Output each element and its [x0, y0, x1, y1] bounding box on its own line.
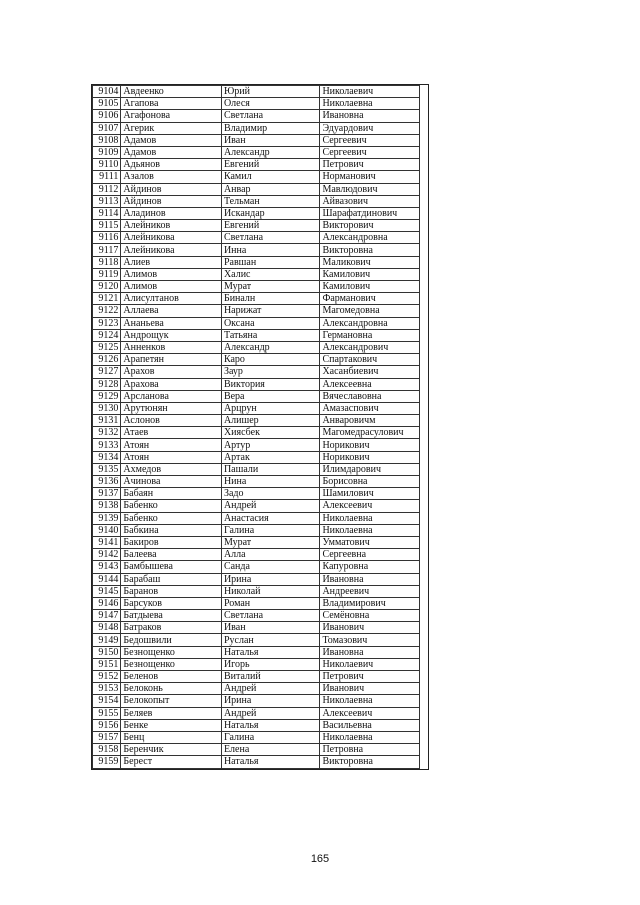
patronymic-cell: Александрович — [320, 341, 420, 353]
last-name-cell: Арахов — [121, 366, 222, 378]
patronymic-cell: Ивановна — [320, 646, 420, 658]
patronymic-cell: Умматович — [320, 536, 420, 548]
patronymic-cell: Петрович — [320, 159, 420, 171]
row-number-cell: 9154 — [93, 695, 121, 707]
table-row — [93, 317, 420, 329]
patronymic-cell: Николаевич — [320, 658, 420, 670]
first-name-cell: Анвар — [221, 183, 320, 195]
table-row — [93, 268, 420, 280]
table-frame — [91, 84, 429, 770]
table-row — [93, 354, 420, 366]
table-row — [93, 622, 420, 634]
row-number-cell: 9155 — [93, 707, 121, 719]
first-name-cell: Галина — [221, 731, 320, 743]
last-name-cell: Батраков — [121, 622, 222, 634]
last-name-cell: Беленов — [121, 671, 222, 683]
row-number-cell: 9114 — [93, 207, 121, 219]
table-row — [93, 707, 420, 719]
table-row — [93, 183, 420, 195]
patronymic-cell: Эдуардович — [320, 122, 420, 134]
row-number-cell: 9148 — [93, 622, 121, 634]
last-name-cell: Агапова — [121, 98, 222, 110]
last-name-cell: Бабаян — [121, 488, 222, 500]
patronymic-cell: Иванович — [320, 683, 420, 695]
table-row — [93, 366, 420, 378]
table-row — [93, 719, 420, 731]
patronymic-cell: Васильевна — [320, 719, 420, 731]
first-name-cell: Андрей — [221, 500, 320, 512]
row-number-cell: 9136 — [93, 476, 121, 488]
first-name-cell: Евгений — [221, 220, 320, 232]
last-name-cell: Адамов — [121, 146, 222, 158]
table-row — [93, 134, 420, 146]
table-row — [93, 695, 420, 707]
table-row — [93, 256, 420, 268]
patronymic-cell: Вячеславовна — [320, 390, 420, 402]
first-name-cell: Светлана — [221, 110, 320, 122]
row-number-cell: 9150 — [93, 646, 121, 658]
last-name-cell: Андрощук — [121, 329, 222, 341]
first-name-cell: Ирина — [221, 695, 320, 707]
last-name-cell: Алимов — [121, 281, 222, 293]
last-name-cell: Айдинов — [121, 195, 222, 207]
last-name-cell: Авдеенко — [121, 86, 222, 98]
first-name-cell: Нина — [221, 476, 320, 488]
row-number-cell: 9137 — [93, 488, 121, 500]
roster-table — [92, 85, 420, 769]
first-name-cell: Николай — [221, 585, 320, 597]
table-row — [93, 329, 420, 341]
patronymic-cell: Сергеевич — [320, 134, 420, 146]
first-name-cell: Заур — [221, 366, 320, 378]
patronymic-cell: Сергеевна — [320, 549, 420, 561]
table-row — [93, 86, 420, 98]
table-row — [93, 220, 420, 232]
patronymic-cell: Семёновна — [320, 610, 420, 622]
patronymic-cell: Германовна — [320, 329, 420, 341]
row-number-cell: 9112 — [93, 183, 121, 195]
table-row — [93, 524, 420, 536]
last-name-cell: Барсуков — [121, 597, 222, 609]
first-name-cell: Камил — [221, 171, 320, 183]
row-number-cell: 9139 — [93, 512, 121, 524]
first-name-cell: Вера — [221, 390, 320, 402]
row-number-cell: 9131 — [93, 415, 121, 427]
table-row — [93, 646, 420, 658]
patronymic-cell: Алексеевич — [320, 707, 420, 719]
patronymic-cell: Хасанбиевич — [320, 366, 420, 378]
first-name-cell: Алла — [221, 549, 320, 561]
last-name-cell: Атоян — [121, 451, 222, 463]
row-number-cell: 9117 — [93, 244, 121, 256]
last-name-cell: Ахмедов — [121, 463, 222, 475]
row-number-cell: 9153 — [93, 683, 121, 695]
first-name-cell: Биналн — [221, 293, 320, 305]
row-number-cell: 9146 — [93, 597, 121, 609]
table-row — [93, 671, 420, 683]
first-name-cell: Инна — [221, 244, 320, 256]
patronymic-cell: Томазович — [320, 634, 420, 646]
last-name-cell: Бенке — [121, 719, 222, 731]
last-name-cell: Беляев — [121, 707, 222, 719]
table-row — [93, 98, 420, 110]
table-row — [93, 390, 420, 402]
row-number-cell: 9130 — [93, 402, 121, 414]
first-name-cell: Роман — [221, 597, 320, 609]
row-number-cell: 9111 — [93, 171, 121, 183]
patronymic-cell: Сергеевич — [320, 146, 420, 158]
table-row — [93, 463, 420, 475]
patronymic-cell: Магомедрасулович — [320, 427, 420, 439]
last-name-cell: Баранов — [121, 585, 222, 597]
first-name-cell: Арцрун — [221, 402, 320, 414]
patronymic-cell: Камилович — [320, 281, 420, 293]
table-row — [93, 110, 420, 122]
page-number: 165 — [310, 853, 330, 865]
last-name-cell: Беренчик — [121, 744, 222, 756]
last-name-cell: Адамов — [121, 134, 222, 146]
patronymic-cell: Илимдарович — [320, 463, 420, 475]
last-name-cell: Бамбышева — [121, 561, 222, 573]
first-name-cell: Задо — [221, 488, 320, 500]
patronymic-cell: Норикович — [320, 451, 420, 463]
row-number-cell: 9138 — [93, 500, 121, 512]
patronymic-cell: Николаевна — [320, 98, 420, 110]
row-number-cell: 9156 — [93, 719, 121, 731]
row-number-cell: 9121 — [93, 293, 121, 305]
row-number-cell: 9122 — [93, 305, 121, 317]
table-row — [93, 195, 420, 207]
row-number-cell: 9119 — [93, 268, 121, 280]
patronymic-cell: Ивановна — [320, 110, 420, 122]
patronymic-cell: Айвазович — [320, 195, 420, 207]
row-number-cell: 9115 — [93, 220, 121, 232]
table-row — [93, 476, 420, 488]
row-number-cell: 9158 — [93, 744, 121, 756]
patronymic-cell: Камилович — [320, 268, 420, 280]
patronymic-cell: Амазаспович — [320, 402, 420, 414]
row-number-cell: 9142 — [93, 549, 121, 561]
patronymic-cell: Шарафатдинович — [320, 207, 420, 219]
last-name-cell: Анненков — [121, 341, 222, 353]
row-number-cell: 9145 — [93, 585, 121, 597]
first-name-cell: Халис — [221, 268, 320, 280]
last-name-cell: Безнощенко — [121, 658, 222, 670]
last-name-cell: Бедошвили — [121, 634, 222, 646]
row-number-cell: 9132 — [93, 427, 121, 439]
last-name-cell: Ачинова — [121, 476, 222, 488]
table-row — [93, 512, 420, 524]
table-row — [93, 756, 420, 768]
patronymic-cell: Николаевич — [320, 86, 420, 98]
first-name-cell: Пашали — [221, 463, 320, 475]
patronymic-cell: Петровна — [320, 744, 420, 756]
last-name-cell: Алимов — [121, 268, 222, 280]
first-name-cell: Анастасия — [221, 512, 320, 524]
patronymic-cell: Александровна — [320, 232, 420, 244]
patronymic-cell: Петрович — [320, 671, 420, 683]
patronymic-cell: Норманович — [320, 171, 420, 183]
first-name-cell: Виталий — [221, 671, 320, 683]
first-name-cell: Татьяна — [221, 329, 320, 341]
first-name-cell: Андрей — [221, 707, 320, 719]
last-name-cell: Бакиров — [121, 536, 222, 548]
last-name-cell: Арсланова — [121, 390, 222, 402]
last-name-cell: Бенц — [121, 731, 222, 743]
first-name-cell: Виктория — [221, 378, 320, 390]
first-name-cell: Санда — [221, 561, 320, 573]
first-name-cell: Андрей — [221, 683, 320, 695]
table-row — [93, 341, 420, 353]
last-name-cell: Атаев — [121, 427, 222, 439]
table-row — [93, 232, 420, 244]
patronymic-cell: Шамилович — [320, 488, 420, 500]
first-name-cell: Мурат — [221, 281, 320, 293]
patronymic-cell: Владимирович — [320, 597, 420, 609]
first-name-cell: Нарижат — [221, 305, 320, 317]
first-name-cell: Равшан — [221, 256, 320, 268]
patronymic-cell: Фарманович — [320, 293, 420, 305]
row-number-cell: 9110 — [93, 159, 121, 171]
last-name-cell: Арахова — [121, 378, 222, 390]
first-name-cell: Галина — [221, 524, 320, 536]
first-name-cell: Каро — [221, 354, 320, 366]
last-name-cell: Барабаш — [121, 573, 222, 585]
table-row — [93, 207, 420, 219]
patronymic-cell: Мавлюдович — [320, 183, 420, 195]
table-row — [93, 122, 420, 134]
patronymic-cell: Норикович — [320, 439, 420, 451]
patronymic-cell: Капуровна — [320, 561, 420, 573]
table-row — [93, 488, 420, 500]
table-row — [93, 159, 420, 171]
last-name-cell: Алейникова — [121, 232, 222, 244]
first-name-cell: Олеся — [221, 98, 320, 110]
first-name-cell: Игорь — [221, 658, 320, 670]
table-row — [93, 561, 420, 573]
table-row — [93, 597, 420, 609]
row-number-cell: 9123 — [93, 317, 121, 329]
patronymic-cell: Алексеевна — [320, 378, 420, 390]
last-name-cell: Аллаева — [121, 305, 222, 317]
patronymic-cell: Борисовна — [320, 476, 420, 488]
last-name-cell: Агерик — [121, 122, 222, 134]
last-name-cell: Айдинов — [121, 183, 222, 195]
row-number-cell: 9128 — [93, 378, 121, 390]
patronymic-cell: Николаевна — [320, 695, 420, 707]
row-number-cell: 9107 — [93, 122, 121, 134]
patronymic-cell: Викторовна — [320, 756, 420, 768]
last-name-cell: Бабенко — [121, 500, 222, 512]
last-name-cell: Бабкина — [121, 524, 222, 536]
row-number-cell: 9134 — [93, 451, 121, 463]
row-number-cell: 9144 — [93, 573, 121, 585]
table-row — [93, 573, 420, 585]
row-number-cell: 9140 — [93, 524, 121, 536]
last-name-cell: Алисултанов — [121, 293, 222, 305]
table-row — [93, 439, 420, 451]
row-number-cell: 9151 — [93, 658, 121, 670]
row-number-cell: 9118 — [93, 256, 121, 268]
patronymic-cell: Александровна — [320, 317, 420, 329]
last-name-cell: Аслонов — [121, 415, 222, 427]
table-row — [93, 610, 420, 622]
table-row — [93, 585, 420, 597]
first-name-cell: Наталья — [221, 646, 320, 658]
row-number-cell: 9104 — [93, 86, 121, 98]
last-name-cell: Арапетян — [121, 354, 222, 366]
table-row — [93, 378, 420, 390]
patronymic-cell: Андреевич — [320, 585, 420, 597]
first-name-cell: Елена — [221, 744, 320, 756]
table-row — [93, 500, 420, 512]
row-number-cell: 9129 — [93, 390, 121, 402]
row-number-cell: 9133 — [93, 439, 121, 451]
row-number-cell: 9157 — [93, 731, 121, 743]
last-name-cell: Арутюнян — [121, 402, 222, 414]
patronymic-cell: Викторович — [320, 220, 420, 232]
row-number-cell: 9124 — [93, 329, 121, 341]
last-name-cell: Ананьева — [121, 317, 222, 329]
first-name-cell: Юрий — [221, 86, 320, 98]
patronymic-cell: Николаевна — [320, 524, 420, 536]
table-row — [93, 415, 420, 427]
row-number-cell: 9105 — [93, 98, 121, 110]
last-name-cell: Азалов — [121, 171, 222, 183]
first-name-cell: Наталья — [221, 719, 320, 731]
row-number-cell: 9125 — [93, 341, 121, 353]
first-name-cell: Оксана — [221, 317, 320, 329]
first-name-cell: Артак — [221, 451, 320, 463]
first-name-cell: Светлана — [221, 610, 320, 622]
table-row — [93, 744, 420, 756]
patronymic-cell: Ивановна — [320, 573, 420, 585]
row-number-cell: 9108 — [93, 134, 121, 146]
table-row — [93, 536, 420, 548]
last-name-cell: Алиев — [121, 256, 222, 268]
last-name-cell: Бабенко — [121, 512, 222, 524]
table-row — [93, 281, 420, 293]
first-name-cell: Александр — [221, 341, 320, 353]
first-name-cell: Руслан — [221, 634, 320, 646]
first-name-cell: Светлана — [221, 232, 320, 244]
patronymic-cell: Спартакович — [320, 354, 420, 366]
patronymic-cell: Анваровичм — [320, 415, 420, 427]
table-row — [93, 731, 420, 743]
patronymic-cell: Николаевна — [320, 731, 420, 743]
table-row — [93, 658, 420, 670]
last-name-cell: Алейникова — [121, 244, 222, 256]
row-number-cell: 9106 — [93, 110, 121, 122]
table-row — [93, 244, 420, 256]
row-number-cell: 9116 — [93, 232, 121, 244]
first-name-cell: Владимир — [221, 122, 320, 134]
last-name-cell: Безнощенко — [121, 646, 222, 658]
row-number-cell: 9143 — [93, 561, 121, 573]
first-name-cell: Наталья — [221, 756, 320, 768]
first-name-cell: Евгений — [221, 159, 320, 171]
row-number-cell: 9141 — [93, 536, 121, 548]
last-name-cell: Адьянов — [121, 159, 222, 171]
first-name-cell: Алишер — [221, 415, 320, 427]
row-number-cell: 9113 — [93, 195, 121, 207]
row-number-cell: 9149 — [93, 634, 121, 646]
last-name-cell: Аладинов — [121, 207, 222, 219]
table-row — [93, 305, 420, 317]
patronymic-cell: Иванович — [320, 622, 420, 634]
last-name-cell: Атоян — [121, 439, 222, 451]
table-row — [93, 171, 420, 183]
row-number-cell: 9120 — [93, 281, 121, 293]
last-name-cell: Алейников — [121, 220, 222, 232]
last-name-cell: Агафонова — [121, 110, 222, 122]
last-name-cell: Белокопыт — [121, 695, 222, 707]
patronymic-cell: Алексеевич — [320, 500, 420, 512]
first-name-cell: Иван — [221, 622, 320, 634]
first-name-cell: Артур — [221, 439, 320, 451]
row-number-cell: 9135 — [93, 463, 121, 475]
row-number-cell: 9109 — [93, 146, 121, 158]
table-row — [93, 549, 420, 561]
last-name-cell: Белоконь — [121, 683, 222, 695]
last-name-cell: Батдыева — [121, 610, 222, 622]
table-row — [93, 634, 420, 646]
first-name-cell: Хиясбек — [221, 427, 320, 439]
table-row — [93, 293, 420, 305]
first-name-cell: Александр — [221, 146, 320, 158]
last-name-cell: Берест — [121, 756, 222, 768]
patronymic-cell: Николаевна — [320, 512, 420, 524]
first-name-cell: Иван — [221, 134, 320, 146]
roster-table-body — [93, 86, 420, 769]
last-name-cell: Балеева — [121, 549, 222, 561]
row-number-cell: 9127 — [93, 366, 121, 378]
table-row — [93, 451, 420, 463]
row-number-cell: 9126 — [93, 354, 121, 366]
first-name-cell: Тельман — [221, 195, 320, 207]
first-name-cell: Ирина — [221, 573, 320, 585]
row-number-cell: 9147 — [93, 610, 121, 622]
patronymic-cell: Викторовна — [320, 244, 420, 256]
table-row — [93, 427, 420, 439]
row-number-cell: 9152 — [93, 671, 121, 683]
table-row — [93, 146, 420, 158]
first-name-cell: Искандар — [221, 207, 320, 219]
table-row — [93, 683, 420, 695]
patronymic-cell: Маликович — [320, 256, 420, 268]
patronymic-cell: Магомедовна — [320, 305, 420, 317]
first-name-cell: Мурат — [221, 536, 320, 548]
row-number-cell: 9159 — [93, 756, 121, 768]
table-row — [93, 402, 420, 414]
